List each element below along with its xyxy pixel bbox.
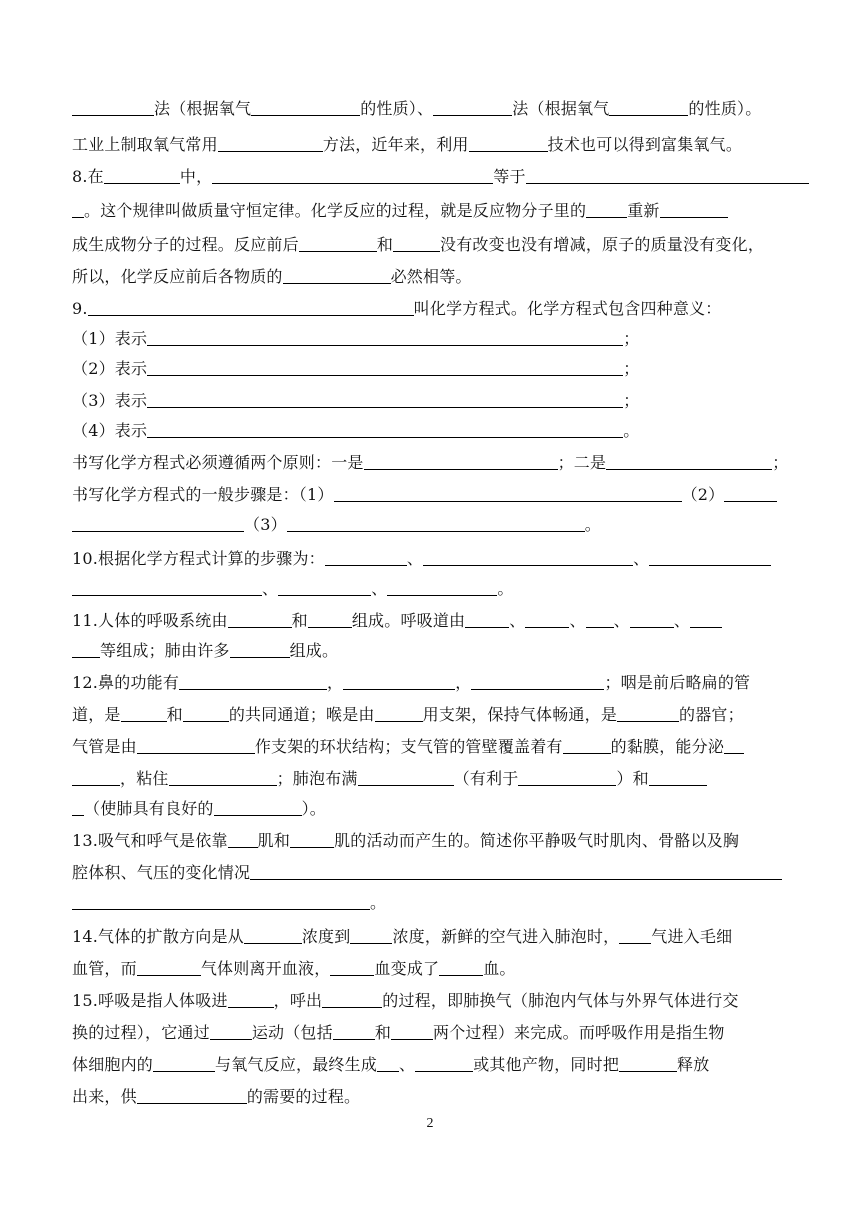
answer-blank[interactable] <box>563 734 611 754</box>
answer-blank[interactable] <box>179 670 327 690</box>
line-text: 重新 <box>627 201 660 220</box>
line-text: ；肺泡布满 <box>276 769 358 788</box>
answer-blank[interactable] <box>518 766 616 786</box>
line-text: 运动（包括 <box>251 1023 333 1042</box>
answer-blank[interactable] <box>322 988 382 1008</box>
answer-blank[interactable] <box>153 1052 215 1072</box>
line-text: ； <box>623 391 640 410</box>
line-text: ； <box>772 453 789 472</box>
line-text: 的过程，即肺换气（肺泡内气体与外界气体进行交 <box>382 991 739 1010</box>
answer-blank[interactable] <box>72 198 84 218</box>
line-text: 法（根据氧气 <box>154 99 252 118</box>
answer-blank[interactable] <box>525 608 569 628</box>
line-text: 14.气体的扩散方向是从 <box>72 927 244 946</box>
answer-blank[interactable] <box>72 512 244 532</box>
line-text: 与氧气反应，最终生成 <box>215 1055 378 1074</box>
line-text: 、 <box>633 549 650 568</box>
answer-blank[interactable] <box>287 512 585 532</box>
text-line <box>72 826 794 856</box>
line-text: 或其他产物，同时把 <box>473 1055 620 1074</box>
answer-blank[interactable] <box>290 828 334 848</box>
answer-blank[interactable] <box>283 264 391 284</box>
line-text: 和 <box>291 611 308 630</box>
answer-blank[interactable] <box>210 1020 252 1040</box>
text-line <box>72 1082 794 1112</box>
line-text: 作支架的环状结构；支气管的管壁覆盖着有 <box>254 737 563 756</box>
answer-blank[interactable] <box>137 1084 247 1104</box>
text-line <box>72 416 794 446</box>
answer-blank[interactable] <box>230 638 290 658</box>
answer-blank[interactable] <box>72 96 154 116</box>
answer-blank[interactable] <box>104 164 180 184</box>
answer-blank[interactable] <box>387 576 497 596</box>
line-text: 、 <box>262 579 279 598</box>
text-line <box>72 386 794 416</box>
line-text: 血管，而 <box>72 959 137 978</box>
line-text: 释放 <box>677 1055 710 1074</box>
line-text: 中， <box>179 167 213 186</box>
answer-blank[interactable] <box>724 734 744 754</box>
line-text: 血变成了 <box>374 959 440 978</box>
answer-blank[interactable] <box>649 766 707 786</box>
line-text: 。 <box>584 515 601 534</box>
answer-blank[interactable] <box>183 702 229 722</box>
line-text: 13.吸气和呼气是依靠 <box>72 831 228 850</box>
answer-blank[interactable] <box>228 608 292 628</box>
line-text: 、 <box>371 579 388 598</box>
text-line <box>72 94 794 124</box>
line-text: 的共同通道；喉是由 <box>228 705 375 724</box>
text-line <box>72 1050 794 1080</box>
line-text: （3）表示 <box>72 391 148 410</box>
line-text: 浓度，新鲜的空气进入肺泡时， <box>392 927 620 946</box>
answer-blank[interactable] <box>137 734 255 754</box>
answer-blank[interactable] <box>72 796 84 816</box>
line-text: 浓度到 <box>301 927 351 946</box>
answer-blank[interactable] <box>334 482 682 502</box>
text-line <box>72 794 794 824</box>
line-text: 两个过程）来完成。而呼吸作用是指生物 <box>433 1023 725 1042</box>
line-text: 8.在 <box>72 167 104 186</box>
answer-blank[interactable] <box>619 1052 677 1072</box>
answer-blank[interactable] <box>609 96 688 116</box>
line-text: 道，是 <box>72 705 121 724</box>
line-text: 气进入毛细 <box>651 927 733 946</box>
answer-blank[interactable] <box>649 546 771 566</box>
answer-blank[interactable] <box>169 766 277 786</box>
answer-blank[interactable] <box>358 766 454 786</box>
answer-blank[interactable] <box>330 956 374 976</box>
text-line <box>72 262 794 292</box>
answer-blank[interactable] <box>244 924 302 944</box>
text-line <box>72 888 794 918</box>
answer-blank[interactable] <box>72 890 370 910</box>
line-text: 气管是由 <box>72 737 137 756</box>
answer-blank[interactable] <box>364 450 558 470</box>
line-text: ；咽是前后略扁的管 <box>604 673 751 692</box>
line-text: 的需要的过程。 <box>246 1087 361 1106</box>
answer-blank[interactable] <box>137 956 201 976</box>
answer-blank[interactable] <box>121 702 167 722</box>
line-text: ； <box>623 359 640 378</box>
line-text: 必然相等。 <box>390 267 472 286</box>
text-line <box>72 636 794 666</box>
line-text: 腔体积、气压的变化情况 <box>72 863 251 882</box>
text-line <box>72 130 794 160</box>
line-text: ， <box>327 673 344 692</box>
line-text: 。 <box>370 893 387 912</box>
answer-blank[interactable] <box>72 766 120 786</box>
line-text: 血。 <box>483 959 516 978</box>
answer-blank[interactable] <box>333 1020 375 1040</box>
answer-blank[interactable] <box>586 608 614 628</box>
line-text: 15.呼吸是指人体吸进 <box>72 991 228 1010</box>
line-text: 的器官； <box>679 705 744 724</box>
line-text: 等组成；肺由许多 <box>100 641 230 660</box>
line-text: ，呼出 <box>273 991 323 1010</box>
text-line <box>72 448 794 478</box>
text-line <box>72 324 794 354</box>
line-text: 体细胞内的 <box>72 1055 154 1074</box>
answer-blank[interactable] <box>308 608 352 628</box>
text-line <box>72 764 794 794</box>
answer-blank[interactable] <box>147 388 623 408</box>
line-text: 、 <box>509 611 526 630</box>
line-text: （4）表示 <box>72 421 148 440</box>
line-text: 的黏膜，能分泌 <box>610 737 725 756</box>
answer-blank[interactable] <box>251 96 360 116</box>
text-line <box>72 922 794 952</box>
line-text: （使肺具有良好的 <box>84 799 214 818</box>
line-text: ； <box>623 329 640 348</box>
text-line <box>72 510 794 540</box>
answer-blank[interactable] <box>72 638 100 658</box>
line-text: 和 <box>374 1023 392 1042</box>
line-text: 肌和 <box>257 831 291 850</box>
answer-blank[interactable] <box>375 702 423 722</box>
line-text: 。这个规律叫做质量守恒定律。化学反应的过程，就是反应物分子里的 <box>84 201 587 220</box>
answer-blank[interactable] <box>218 132 323 152</box>
text-line <box>72 668 794 698</box>
line-text: 和 <box>166 705 183 724</box>
line-text: 。 <box>623 421 640 440</box>
line-text: 、 <box>406 549 424 568</box>
text-line <box>72 954 794 984</box>
line-text: （2） <box>681 485 725 504</box>
text-line <box>72 544 794 574</box>
line-text: 等于 <box>493 167 526 186</box>
line-text: 10.根据化学方程式计算的步骤为： <box>72 549 325 568</box>
answer-blank[interactable] <box>619 924 651 944</box>
line-text: ，粘住 <box>120 769 169 788</box>
page-number: 2 <box>426 1116 434 1131</box>
line-text: 工业上制取氧气常用 <box>72 135 218 154</box>
line-text: 方法，近年来，利用 <box>322 135 469 154</box>
answer-blank[interactable] <box>72 576 262 596</box>
text-line <box>72 162 794 192</box>
line-text: 和 <box>376 235 394 254</box>
line-text: ， <box>455 673 472 692</box>
line-text: 。 <box>497 579 514 598</box>
answer-blank[interactable] <box>724 482 777 502</box>
text-line <box>72 986 794 1016</box>
line-text: （2）表示 <box>72 359 148 378</box>
answer-blank[interactable] <box>630 608 674 628</box>
answer-blank[interactable] <box>343 670 455 690</box>
answer-blank[interactable] <box>606 450 772 470</box>
answer-blank[interactable] <box>391 1020 433 1040</box>
answer-blank[interactable] <box>147 326 623 346</box>
text-line <box>72 1018 794 1048</box>
answer-blank[interactable] <box>660 198 728 218</box>
answer-blank[interactable] <box>415 1052 473 1072</box>
line-text: 、 <box>399 1055 416 1074</box>
answer-blank[interactable] <box>88 296 414 316</box>
answer-blank[interactable] <box>250 860 782 880</box>
line-text: ）。 <box>301 799 327 818</box>
line-text: 的性质）。 <box>688 99 762 118</box>
answer-blank[interactable] <box>299 232 377 252</box>
answer-blank[interactable] <box>278 576 371 596</box>
line-text: （有利于 <box>453 769 519 788</box>
line-text: 、 <box>613 611 630 630</box>
line-text: （3） <box>244 515 287 534</box>
line-text: （1）表示 <box>72 329 148 348</box>
answer-blank[interactable] <box>439 956 483 976</box>
line-text: 组成。呼吸道由 <box>351 611 466 630</box>
answer-blank[interactable] <box>465 608 509 628</box>
line-text: 出来，供 <box>72 1087 137 1106</box>
text-line <box>72 574 794 604</box>
line-text: 没有改变也没有增减，原子的质量没有变化， <box>440 235 765 254</box>
line-text: 的性质）、 <box>360 99 434 118</box>
text-line <box>72 294 794 324</box>
line-text: 组成。 <box>289 641 339 660</box>
answer-blank[interactable] <box>350 924 392 944</box>
text-line <box>72 732 794 762</box>
text-line <box>72 230 794 260</box>
line-text: 技术也可以得到富集氧气。 <box>547 135 743 154</box>
line-text: 所以，化学反应前后各物质的 <box>72 267 283 286</box>
text-line <box>72 480 794 510</box>
answer-blank[interactable] <box>690 608 722 628</box>
text-line <box>72 354 794 384</box>
answer-blank[interactable] <box>617 702 679 722</box>
text-line <box>72 700 794 730</box>
line-text: 9. <box>72 299 88 318</box>
line-text: 、 <box>569 611 586 630</box>
answer-blank[interactable] <box>214 796 302 816</box>
line-text: 法（根据氧气 <box>512 99 610 118</box>
line-text: 12.鼻的功能有 <box>72 673 180 692</box>
line-text: 11.人体的呼吸系统由 <box>72 611 228 630</box>
line-text: 成生成物分子的过程。反应前后 <box>72 235 299 254</box>
line-text: 书写化学方程式的一般步骤是：（1） <box>72 485 334 504</box>
answer-blank[interactable] <box>526 164 809 184</box>
answer-blank[interactable] <box>147 418 623 438</box>
answer-blank[interactable] <box>228 828 258 848</box>
answer-blank[interactable] <box>228 988 274 1008</box>
line-text: 换的过程），它通过 <box>72 1023 210 1042</box>
text-line <box>72 858 794 888</box>
line-text: 气体则离开血液， <box>200 959 331 978</box>
answer-blank[interactable] <box>433 96 512 116</box>
answer-blank[interactable] <box>469 132 548 152</box>
answer-blank[interactable] <box>471 670 604 690</box>
answer-blank[interactable] <box>212 164 493 184</box>
answer-blank[interactable] <box>423 546 633 566</box>
line-text: 、 <box>673 611 691 630</box>
answer-blank[interactable] <box>377 1052 399 1072</box>
answer-blank[interactable] <box>147 356 623 376</box>
line-text: 肌的活动而产生的。简述你平静吸气时肌肉、骨骼以及胸 <box>334 831 740 850</box>
text-line <box>72 606 794 636</box>
line-text: 用支架，保持气体畅通，是 <box>422 705 618 724</box>
line-text: ）和 <box>616 769 649 788</box>
answer-blank[interactable] <box>586 198 627 218</box>
text-line <box>72 196 794 226</box>
answer-blank[interactable] <box>393 232 440 252</box>
line-text: 叫化学方程式。化学方程式包含四种意义： <box>413 299 722 318</box>
line-text: 书写化学方程式必须遵循两个原则：一是 <box>72 453 364 472</box>
answer-blank[interactable] <box>325 546 407 566</box>
line-text: ；二是 <box>557 453 607 472</box>
